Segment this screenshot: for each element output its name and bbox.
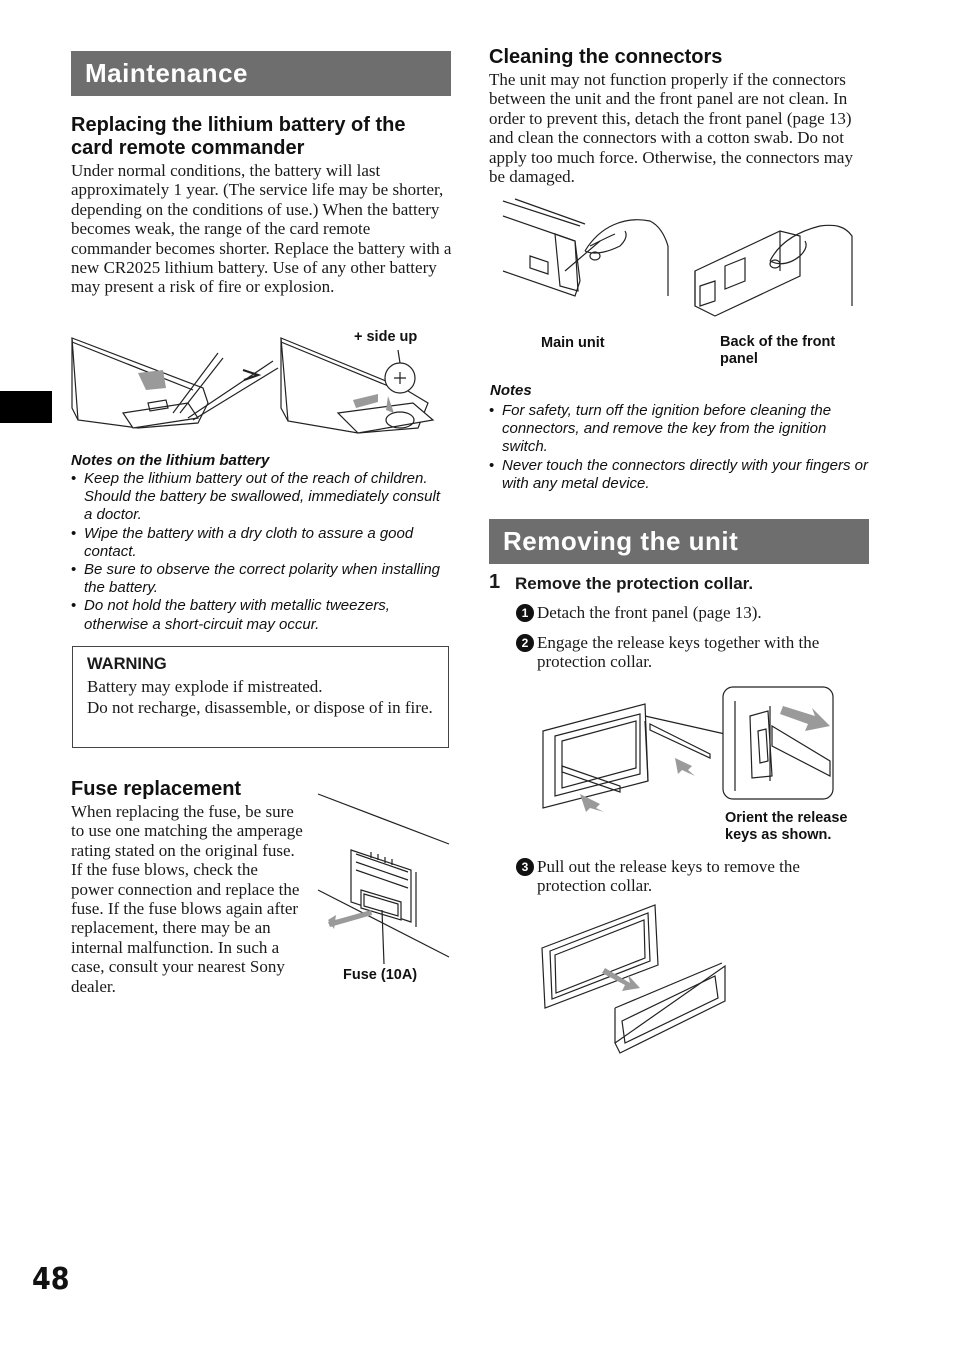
back-of-front-panel-caption: Back of the front panel <box>720 334 836 367</box>
battery-notes-title: Notes on the lithium battery <box>71 452 270 469</box>
warning-title: WARNING <box>87 655 167 673</box>
list-item: • For safety, turn off the ignition before cleaning the connectors, and remove the key from the ignition switch. <box>489 402 869 457</box>
connectors-notes-title: Notes <box>490 382 532 399</box>
main-unit-caption: Main unit <box>541 335 605 351</box>
list-item: • Keep the lithium battery out of the reach of children. Should the battery be swallowed, immediately consult a doctor. <box>71 470 451 525</box>
list-item: • Wipe the battery with a dry cloth to assure a good contact. <box>71 525 451 561</box>
warning-box <box>72 646 449 748</box>
substep-3 <box>516 857 866 896</box>
substep-1 <box>516 603 866 622</box>
substep-2 <box>516 633 866 672</box>
fuse-illustration <box>316 792 451 967</box>
fuse-body: When replacing the fuse, be sure to use one matching the amperage rating stated on the original fuse. If the fuse blows, check the power connection and replace the fuse. If the fuse blows again after replacement, there may be an internal malfunction. In such a case, consult your nearest Sony dealer. <box>71 802 303 996</box>
battery-body: Under normal conditions, the battery will last approximately 1 year. (The service life may be shorter, depending on the conditions of use.) When the battery becomes weak, the range of the card remote commander becomes shorter. Replace the battery with a new CR2025 lithium battery. Use of any other battery may present a risk of fire or explosion. <box>71 161 452 297</box>
circled-number-3: 3 <box>516 858 534 876</box>
connectors-notes-list <box>489 402 869 493</box>
page-number: 48 <box>32 1262 70 1297</box>
maintenance-banner: Maintenance <box>71 51 451 96</box>
battery-heading: Replacing the lithium battery of the card remote commander <box>71 114 406 159</box>
substep-text: Detach the front panel (page 13). <box>537 603 762 622</box>
circled-number-2: 2 <box>516 634 534 652</box>
warning-line-1: Battery may explode if mistreated. <box>87 677 323 696</box>
list-item: • Do not hold the battery with metallic tweezers, otherwise a short-circuit may occur. <box>71 597 451 633</box>
list-item: • Be sure to observe the correct polarity when installing the battery. <box>71 561 451 597</box>
substep-text: Pull out the release keys to remove the protection collar. <box>537 857 800 896</box>
fuse-heading: Fuse replacement <box>71 778 242 800</box>
circled-number-1: 1 <box>516 604 534 622</box>
warning-line-2: Do not recharge, disassemble, or dispose of in fire. <box>87 698 433 717</box>
connectors-body: The unit may not function properly if the connectors between the unit and the front panel are not clean. In order to prevent this, detach the front panel (page 13) and clean the connectors with a cotton swab. Do not apply too much force. Otherwise, the connectors may be damaged. <box>489 70 853 187</box>
substep-text: Engage the release keys together with the protection collar. <box>537 633 820 672</box>
side-up-label: + side up <box>354 329 418 345</box>
step-title: Remove the protection collar. <box>515 574 754 593</box>
list-item: • Never touch the connectors directly with your fingers or with any metal device. <box>489 457 869 493</box>
battery-notes-list <box>71 470 451 634</box>
fuse-label: Fuse (10A) <box>343 967 418 983</box>
orient-keys-caption: Orient the release keys as shown. <box>725 810 848 843</box>
connectors-cleaning-illustration <box>500 196 860 326</box>
connectors-heading: Cleaning the connectors <box>489 46 723 68</box>
collar-removal-illustration <box>540 903 730 1058</box>
step-number: 1 <box>489 571 501 593</box>
side-tab-marker <box>0 391 52 423</box>
removing-banner: Removing the unit <box>489 519 869 564</box>
release-keys-illustration <box>540 686 840 816</box>
